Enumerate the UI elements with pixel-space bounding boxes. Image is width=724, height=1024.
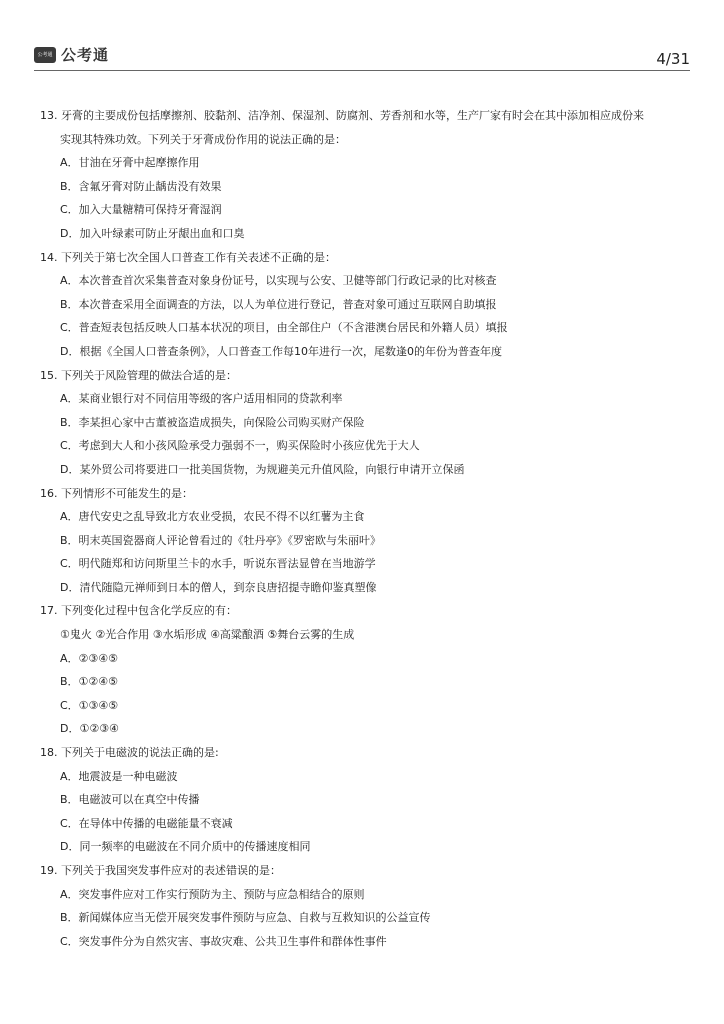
answer-option: C．加入大量糖精可保持牙膏湿润	[60, 203, 222, 217]
question-stem: 16. 下列情形不可能发生的是：	[40, 486, 193, 500]
answer-option: B．电磁波可以在真空中传播	[60, 793, 200, 807]
question-stem: 19. 下列关于我国突发事件应对的表述错误的是：	[40, 864, 281, 877]
answer-option: C．在导体中传播的电磁能量不衰减	[60, 816, 233, 830]
question-stem-continued: 实现其特殊功效。下列关于牙膏成份作用的说法正确的是：	[60, 132, 346, 146]
page-header	[34, 40, 690, 70]
logo-badge: 公考通	[34, 47, 56, 63]
answer-option: D．某外贸公司将要进口一批美国货物，为规避美元升值风险，向银行申请开立保函	[60, 462, 465, 476]
answer-option: A．突发事件应对工作实行预防为主、预防与应急相结合的原则	[60, 887, 365, 901]
answer-option: D．清代随隐元禅师到日本的僧人，到奈良唐招提寺瞻仰鉴真塑像	[60, 580, 377, 594]
question-14	[40, 246, 700, 364]
answer-option: D．加入叶绿素可防止牙龈出血和口臭	[60, 226, 245, 240]
question-19	[40, 859, 700, 953]
logo	[34, 44, 109, 65]
answer-option: D．同一频率的电磁波在不同介质中的传播速度相同	[60, 840, 311, 854]
answer-option: A．某商业银行对不同信用等级的客户适用相同的贷款利率	[60, 392, 343, 406]
answer-option: D．①②③④	[60, 722, 119, 736]
answer-option: B．新闻媒体应当无偿开展突发事件预防与应急、自救与互救知识的公益宣传	[60, 911, 431, 925]
answer-option: C．明代随郑和访问斯里兰卡的水手，听说东晋法显曾在当地游学	[60, 557, 376, 571]
question-13	[40, 104, 700, 246]
question-stem: 17. 下列变化过程中包含化学反应的有：	[40, 604, 237, 618]
answer-option: C．普查短表包括反映人口基本状况的项目，由全部住户（不含港澳台居民和外籍人员）填报	[60, 321, 508, 335]
question-15	[40, 364, 700, 482]
answer-option: A．本次普查首次采集普查对象身份证号，以实现与公安、卫健等部门行政记录的比对核查	[60, 274, 497, 288]
page-number: 4/31	[656, 50, 690, 68]
question-16	[40, 482, 700, 600]
question-list	[40, 104, 700, 953]
answer-option: B．含氟牙膏对防止龋齿没有效果	[60, 179, 222, 193]
question-stem: 13. 牙膏的主要成份包括摩擦剂、胶黏剂、洁净剂、保湿剂、防腐剂、芳香剂和水等，生产厂家有时会在其中添加相应成份来	[40, 109, 644, 122]
question-stem: 18. 下列关于电磁波的说法正确的是:	[40, 746, 219, 760]
question-17	[40, 599, 700, 741]
logo-text: 公考通	[61, 46, 110, 64]
answer-option: C．突发事件分为自然灾害、事故灾难、公共卫生事件和群体性事件	[60, 934, 387, 948]
answer-option: B．①②④⑤	[60, 675, 118, 689]
answer-option: B．李某担心家中古董被盗造成损失，向保险公司购买财产保险	[60, 415, 365, 429]
answer-option: B．本次普查采用全面调查的方法，以人为单位进行登记，普查对象可通过互联网自助填报	[60, 297, 497, 311]
answer-option: A．唐代安史之乱导致北方农业受损，农民不得不以红薯为主食	[60, 510, 365, 524]
question-18	[40, 741, 700, 859]
question-stem-continued: ①鬼火 ②光合作用 ③水垢形成 ④高粱酿酒 ⑤舞台云雾的生成	[60, 628, 355, 642]
answer-option: B．明末英国瓷器商人评论曾看过的《牡丹亭》《罗密欧与朱丽叶》	[60, 533, 382, 547]
header-divider	[34, 70, 690, 71]
answer-option: C．考虑到大人和小孩风险承受力强弱不一，购买保险时小孩应优先于大人	[60, 439, 420, 453]
question-stem: 14. 下列关于第七次全国人口普查工作有关表述不正确的是：	[40, 250, 336, 264]
answer-option: A．甘油在牙膏中起摩擦作用	[60, 156, 200, 170]
answer-option: C．①③④⑤	[60, 698, 119, 712]
answer-option: A．地震波是一种电磁波	[60, 769, 178, 783]
answer-option: D．根据《全国人口普查条例》，人口普查工作每10年进行一次，尾数逢0的年份为普查年度	[60, 344, 502, 358]
answer-option: A．②③④⑤	[60, 651, 118, 665]
question-stem: 15. 下列关于风险管理的做法合适的是：	[40, 368, 237, 382]
